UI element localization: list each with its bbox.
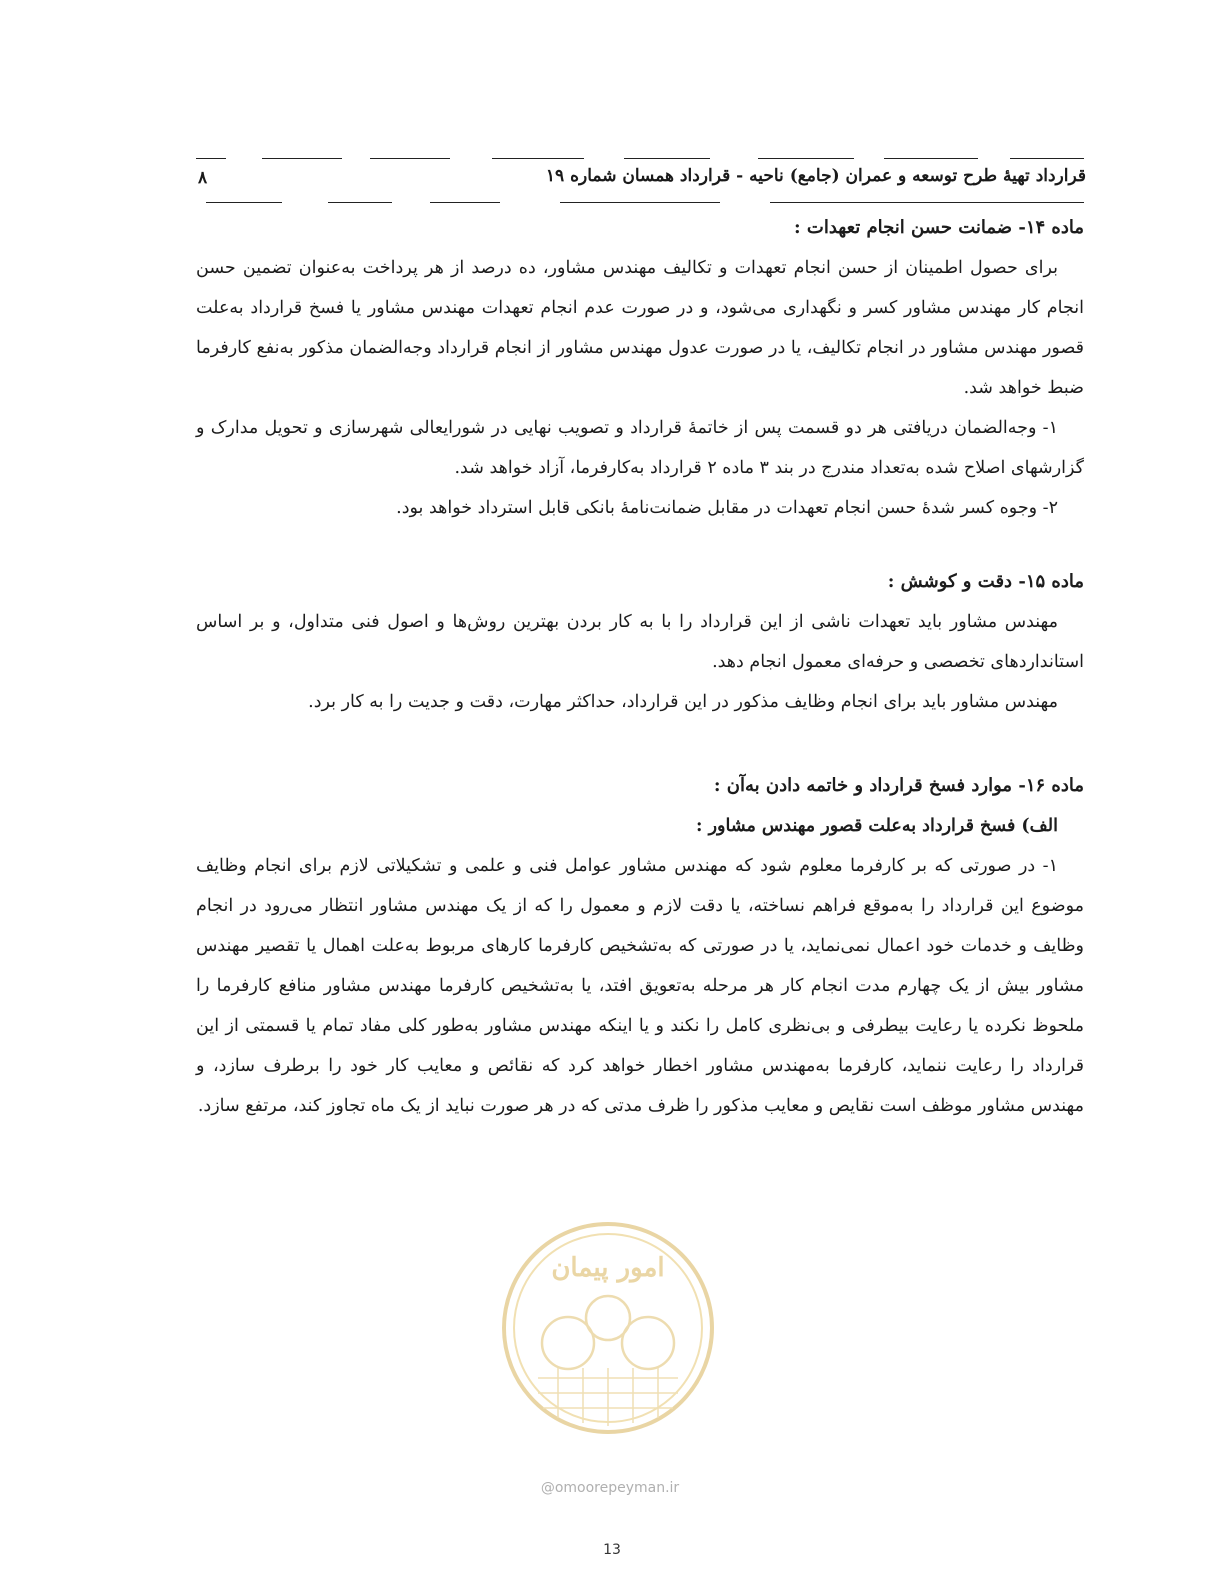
article-15-paragraph-1: مهندس مشاور باید تعهدات ناشی از این قرارداد را با به کار بردن بهترین روش‌ها و اصول فنی متداول، و بر اساس استانداردهای تخصصی و حرفه‌ای معمول انجام دهد. (196, 612, 1084, 672)
article-16-clause-1: ۱- در صورتی که بر کارفرما معلوم شود که مهندس مشاور عوامل فنی و علمی و تشکیلاتی لازم برای انجام وظایف موضوع این قرارداد را به‌موقع فراهم نساخته، یا دقت لازم و معمول را که از یک مهندس مشاور انتظار می‌رود در انجام وظایف و خدمات خود اعمال نمی‌نماید، یا در صورتی که به‌تشخیص کارفرما کارهای مربوط به‌علت اهمال یا تقصیر مهندس مشاور بیش از یک چهارم مدت انجام کار هر مرحله به‌تعویق افتد، یا به‌تشخیص کارفرما مهندس مشاور منافع کارفرما را ملحوظ نکرده یا رعایت بیطرفی و بی‌نظری کامل را نکند و یا اینکه مهندس مشاور به‌طور کلی مفاد تمام یا قسمتی از این قرارداد را رعایت ننماید، کارفرما به‌مهندس مشاور اخطار خواهد کرد که نقائص و معایب کار خود را برطرف سازد، و مهندس مشاور موظف است نقایص و معایب مذکور را ظرف مدتی که در هر صورت نباید از یک ماه تجاوز کند، مرتفع سازد. (196, 856, 1084, 1116)
header-rule-top (758, 158, 854, 159)
header-rule-top (1010, 158, 1084, 159)
article-14-clause-1: ۱- وجه‌الضمان دریافتی هر دو قسمت پس از خاتمهٔ قرارداد و تصویب نهایی در شورایعالی شهرسازی و تحویل مدارک و گزارشهای اصلاح شده به‌تعداد مندرج در بند ۳ ماده ۲ قرارداد به‌کارفرما، آزاد خواهد شد. (196, 418, 1084, 478)
article-15-title: ماده ۱۵- دقت و کوشش : (887, 571, 1084, 592)
article-14-paragraph: برای حصول اطمینان از حسن انجام تعهدات و تکالیف مهندس مشاور، ده درصد از هر پرداخت به‌عنوان تضمین حسن انجام کار مهندس مشاور کسر و نگهداری می‌شود، و در صورت عدم انجام تعهدات مهندس مشاور یا فسخ قرارداد به‌علت قصور مهندس مشاور در انجام تکالیف، یا در صورت عدول مهندس مشاور از انجام قرارداد وجه‌الضمان مذکور به‌نفع کارفرما ضبط خواهد شد. (196, 258, 1084, 398)
page-number: 13 (603, 1542, 621, 1558)
watermark-url: @omoorepeyman.ir (540, 1480, 680, 1496)
header-page-number: ۸ (198, 168, 208, 188)
article-16-subtitle: الف) فسخ قرارداد به‌علت قصور مهندس مشاور : (696, 816, 1058, 836)
header-rule-top (884, 158, 978, 159)
header-rule-bottom (328, 202, 392, 203)
header-rule-bottom (770, 202, 1084, 203)
header-rule-bottom (430, 202, 500, 203)
header-rule-top (492, 158, 584, 159)
spacer (196, 722, 1084, 766)
header-rule-top (262, 158, 342, 159)
watermark-logo (498, 1218, 718, 1458)
article-14-clause-2: ۲- وجوه کسر شدهٔ حسن انجام تعهدات در مقابل ضمانت‌نامهٔ بانکی قابل استرداد خواهد بود. (396, 498, 1058, 518)
header-rule-bottom (560, 202, 720, 203)
watermark-logo-text: امور پیمان (551, 1253, 665, 1283)
article-14-title: ماده ۱۴- ضمانت حسن انجام تعهدات : (793, 217, 1084, 238)
header-rule-top (624, 158, 710, 159)
spacer (196, 528, 1084, 562)
document-body (196, 208, 1084, 1126)
header-rule-top (370, 158, 450, 159)
header-rule-bottom (206, 202, 282, 203)
article-16-title: ماده ۱۶- موارد فسخ قرارداد و خاتمه دادن به‌آن : (713, 775, 1084, 796)
article-15-paragraph-2: مهندس مشاور باید برای انجام وظایف مذکور در این قرارداد، حداکثر مهارت، دقت و جدیت را به کار برد. (308, 692, 1058, 712)
header-title: قرارداد تهیهٔ طرح توسعه و عمران (جامع) ناحیه - قرارداد همسان شماره ۱۹ (545, 166, 1086, 186)
header-rule-top (196, 158, 226, 159)
